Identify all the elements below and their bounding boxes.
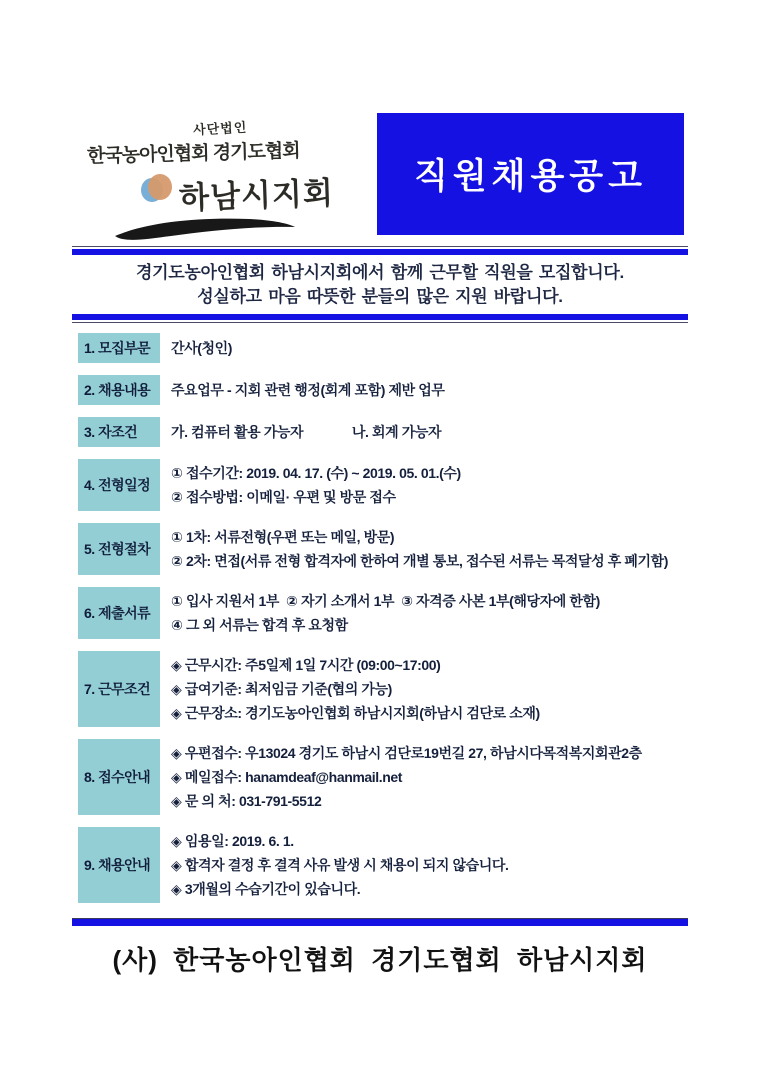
intro-text	[72, 255, 688, 314]
row-label: 1. 모집부문	[78, 333, 160, 363]
intro-section	[72, 246, 688, 323]
row-content	[171, 459, 690, 511]
row-label: 8. 접수안내	[78, 739, 160, 815]
logo-dot-orange-icon	[148, 174, 172, 200]
table-row	[78, 651, 690, 727]
row-line: ◈ 메일접수: hanamdeaf@hanmail.net	[171, 769, 403, 785]
table-row	[78, 827, 690, 903]
row-line: ① 입사 지원서 1부 ② 자기 소개서 1부 ③ 자격증 사본 1부(해당자에 한함)	[171, 593, 600, 609]
table-row	[78, 417, 690, 447]
row-line: ◈ 우편접수: 우13024 경기도 하남시 검단로19번길 27, 하남시다목적복지회관2층	[171, 745, 642, 761]
table-row	[78, 523, 690, 575]
row-content	[171, 827, 690, 903]
row-line: ◈ 문 의 처: 031-791-5512	[171, 793, 322, 809]
divider-bar-top	[72, 246, 688, 255]
notice-title: 직원채용공고	[414, 157, 647, 196]
table-row	[78, 333, 690, 363]
row-line: ◈ 급여기준: 최저임금 기준(협의 가능)	[171, 681, 392, 697]
logo-text-incorporated: 사단법인	[192, 119, 248, 138]
row-line: ④ 그 외 서류는 합격 후 요청함	[171, 617, 348, 633]
row-line: 가. 컴퓨터 활용 가능자 나. 회계 가능자	[171, 424, 442, 440]
row-label: 3. 자조건	[78, 417, 160, 447]
row-content	[171, 523, 690, 575]
table-row	[78, 739, 690, 815]
row-line: ◈ 합격자 결정 후 결격 사유 발생 시 채용이 되지 않습니다.	[171, 857, 509, 873]
row-line: ① 접수기간: 2019. 04. 17. (수) ~ 2019. 05. 01.(수)	[171, 465, 461, 481]
intro-line-2: 성실하고 마음 따뜻한 분들의 많은 지원 바랍니다.	[197, 287, 563, 306]
row-line: ② 접수방법: 이메일· 우편 및 방문 접수	[171, 489, 396, 505]
row-label: 6. 제출서류	[78, 587, 160, 639]
row-label: 5. 전형절차	[78, 523, 160, 575]
footer-org-name: (사) 한국농아인협회 경기도협회 하남시지회	[112, 945, 648, 975]
table-row	[78, 375, 690, 405]
table-row	[78, 459, 690, 511]
logo-text-branch: 하남시지회	[178, 175, 335, 216]
row-line: ◈ 근무장소: 경기도농아인협회 하남시지회(하남시 검단로 소재)	[171, 705, 540, 721]
info-table	[78, 333, 690, 915]
row-line: ① 1차: 서류전형(우편 또는 메일, 방문)	[171, 529, 395, 545]
row-content	[171, 375, 690, 405]
org-logo	[85, 114, 340, 239]
divider-bar-middle	[72, 314, 688, 323]
row-line: ◈ 3개월의 수습기간이 있습니다.	[171, 881, 361, 897]
brush-stroke-icon	[109, 210, 299, 246]
intro-line-1: 경기도농아인협회 하남시지회에서 함께 근무할 직원을 모집합니다.	[136, 263, 624, 282]
row-content	[171, 333, 690, 363]
row-line: ◈ 근무시간: 주5일제 1일 7시간 (09:00~17:00)	[171, 657, 441, 673]
row-label: 2. 채용내용	[78, 375, 160, 405]
row-content	[171, 651, 690, 727]
row-content	[171, 587, 690, 639]
row-content	[171, 739, 690, 815]
row-content	[171, 417, 690, 447]
row-line: ◈ 임용일: 2019. 6. 1.	[171, 833, 294, 849]
row-label: 4. 전형일정	[78, 459, 160, 511]
row-line: 간사(청인)	[171, 340, 233, 356]
logo-text-association: 한국농아인협회 경기도협회	[86, 140, 300, 168]
row-label: 9. 채용안내	[78, 827, 160, 903]
divider-bar-bottom	[72, 918, 688, 926]
row-label: 7. 근무조건	[78, 651, 160, 727]
row-line: 주요업무 - 지회 관련 행정(회계 포함) 제반 업무	[171, 382, 445, 398]
table-row	[78, 587, 690, 639]
notice-title-box	[377, 113, 684, 235]
row-line: ② 2차: 면접(서류 전형 합격자에 한하여 개별 통보, 접수된 서류는 목적달성 후 폐기함)	[171, 553, 668, 569]
